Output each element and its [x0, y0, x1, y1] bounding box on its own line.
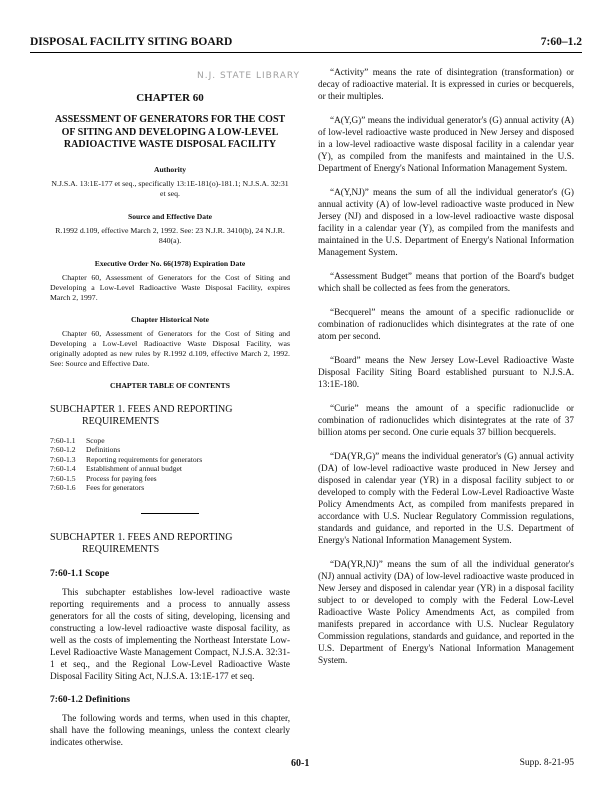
toc-entry [50, 464, 290, 474]
toc-entry-number: 7:60-1.1 [50, 435, 76, 445]
toc-entry [50, 455, 290, 465]
header-title: DISPOSAL FACILITY SITING BOARD [30, 36, 233, 48]
historical-note-text: Chapter 60, Assessment of Generators for the Cost of Siting and Developing a Low-Level Radioactive Waste Disposal Facility, was originally adopted as new rules by R.1992 d.109, effective March 2, 1992. See: Source and Effective Date. [50, 328, 290, 368]
toc-entry [50, 474, 290, 484]
toc-entry [50, 445, 290, 455]
definition-becquerel: “Becquerel” means the amount of a specific radionuclide or combination of radionuclides which disintegrates at the rate of one atom per second. [318, 307, 574, 341]
running-header [30, 36, 582, 53]
toc-entry-number: 7:60-1.3 [50, 454, 76, 464]
authority-heading: Authority [153, 164, 187, 174]
section-heading-scope: 7:60-1.1 Scope [50, 567, 110, 579]
definition-assessment-budget: “Assessment Budget” means that portion of the Board's budget which shall be collected as fees from the generators. [318, 271, 574, 293]
definitions-intro: The following words and terms, when used in this chapter, shall have the following meanings, unless the context clearly indicates otherwise. [50, 712, 290, 747]
chapter-title: CHAPTER 60 [136, 92, 204, 104]
toc-entry-title: Process for paying fees [86, 473, 157, 483]
toc-subchapter-heading: SUBCHAPTER 1. FEES AND REPORTING REQUIREMENTS [50, 403, 233, 427]
definition-da-yr-nj: “DA(YR,NJ)” means the sum of all the individual generator's (NJ) annual activity (DA) of low-level radioactive waste produced in New Jersey and disposed in calendar year (YR) in a disposal facility subject to or developed to comply with the Federal Low-Level Radioactive Waste Policy Amendments Act, as compiled from manifests prepared in accordance with U.S. Nuclear Regulatory Commission regulations, standards and guidance, and reported in the U.S. Department of Energy's National Information Management System. [318, 559, 574, 665]
right-column [318, 66, 574, 678]
toc-entry-number: 7:60-1.2 [50, 445, 76, 454]
source-text: R.1992 d.109, effective March 2, 1992. See: 23 N.J.R. 3410(b), 24 N.J.R. 840(a). [55, 225, 285, 245]
definition-activity: “Activity” means the rate of disintegration (transformation) or decay of radioactive material. It is expressed in curies or becquerels, or their multiples. [318, 67, 574, 101]
supplement-date: Supp. 8-21-95 [519, 758, 574, 768]
toc-entry-title: Scope [86, 435, 105, 445]
toc-list [50, 436, 290, 493]
definition-a-y-g: “A(Y,G)” means the individual generator's (G) annual activity (A) of low-level radioactive waste produced in New Jersey and disposed in a low-level radioactive waste disposal facility in a calendar year (Y), as compiled from the manifests and maintained in the U.S. Department of Energy's National Information Management System. [318, 115, 574, 173]
toc-entry [50, 483, 290, 493]
left-column [50, 92, 290, 748]
scope-text: This subchapter establishes low-level radioactive waste reporting requirements and a process to annually assess generators for all the costs of siting, developing, licensing and constructing a low-level radioactive waste disposal facility, as well as the costs of implementing the Northeast Interstate Low-Level Radioactive Waste Management Compact, N.J.S.A. 32:31-1 et seq., and the Regional Low-Level Radioactive Waste Disposal Facility Siting Act, N.J.S.A. 13:1E-177 et seq. [50, 586, 290, 681]
source-heading: Source and Effective Date [127, 211, 212, 221]
section-heading-definitions: 7:60-1.2 Definitions [50, 693, 130, 705]
toc-entry [50, 436, 290, 446]
toc-entry-title: Definitions [86, 445, 121, 454]
toc-heading: CHAPTER TABLE OF CONTENTS [110, 380, 230, 390]
chapter-heading: ASSESSMENT OF GENERATORS FOR THE COST OF SITING AND DEVELOPING A LOW-LEVEL RADIOACTIVE WASTE DISPOSAL FACILITY [54, 114, 286, 150]
historical-note-heading: Chapter Historical Note [131, 314, 209, 324]
definition-da-yr-g: “DA(YR,G)” means the individual generator's (G) annual activity (DA) of low-level radioactive waste produced in New Jersey and disposed in calendar year (YR) in a disposal facility subject to or developed to comply with the Federal Low-Level Radioactive Waste Policy Amendments Act, as compiled from manifests prepared in accordance with U.S. Nuclear Regulatory Commission regulations, standards and guidance, and reported in the U.S. Department of Energy's National Information Management System. [318, 451, 574, 545]
definition-curie: “Curie” means the amount of a specific radionuclide or combination of radionuclides which disintegrates at the rate of 37 billion atoms per second. One curie equals 37 billion becquerels. [318, 403, 574, 437]
toc-entry-title: Fees for generators [86, 483, 145, 492]
section-divider [141, 513, 199, 514]
page-number: 60-1 [291, 758, 310, 769]
toc-entry-title: Establishment of annual budget [86, 464, 182, 473]
executive-order-heading: Executive Order No. 66(1978) Expiration Date [94, 258, 246, 268]
definition-a-y-nj: “A(Y,NJ)” means the sum of all the individual generator's (G) annual activity (A) of low-level radioactive waste produced in New Jersey (NJ) and disposed in a low-level radioactive waste disposal facility in a calendar year (Y), as compiled from the manifests and maintained in the U.S. Department of Energy's National Information Management System. [318, 187, 574, 257]
toc-entry-number: 7:60-1.4 [50, 464, 76, 473]
authority-text: N.J.S.A. 13:1E-177 et seq., specifically 13:1E-181(o)-181.1; N.J.S.A. 32:31 et seq. [51, 178, 289, 198]
toc-entry-number: 7:60-1.5 [50, 473, 76, 483]
subchapter-heading: SUBCHAPTER 1. FEES AND REPORTING REQUIREMENTS [50, 531, 233, 555]
library-stamp: N.J. STATE LIBRARY [197, 71, 301, 81]
toc-entry-title: Reporting requirements for generators [86, 454, 203, 464]
toc-entry-number: 7:60-1.6 [50, 483, 76, 492]
executive-order-text: Chapter 60, Assessment of Generators for the Cost of Siting and Developing a Low-Level Radioactive Waste Disposal Facility, expires March 2, 1997. [50, 272, 290, 302]
definition-board: “Board” means the New Jersey Low-Level Radioactive Waste Disposal Facility Siting Board established pursuant to N.J.S.A. 13:1E-180. [318, 355, 574, 389]
header-section-number: 7:60–1.2 [540, 36, 582, 48]
